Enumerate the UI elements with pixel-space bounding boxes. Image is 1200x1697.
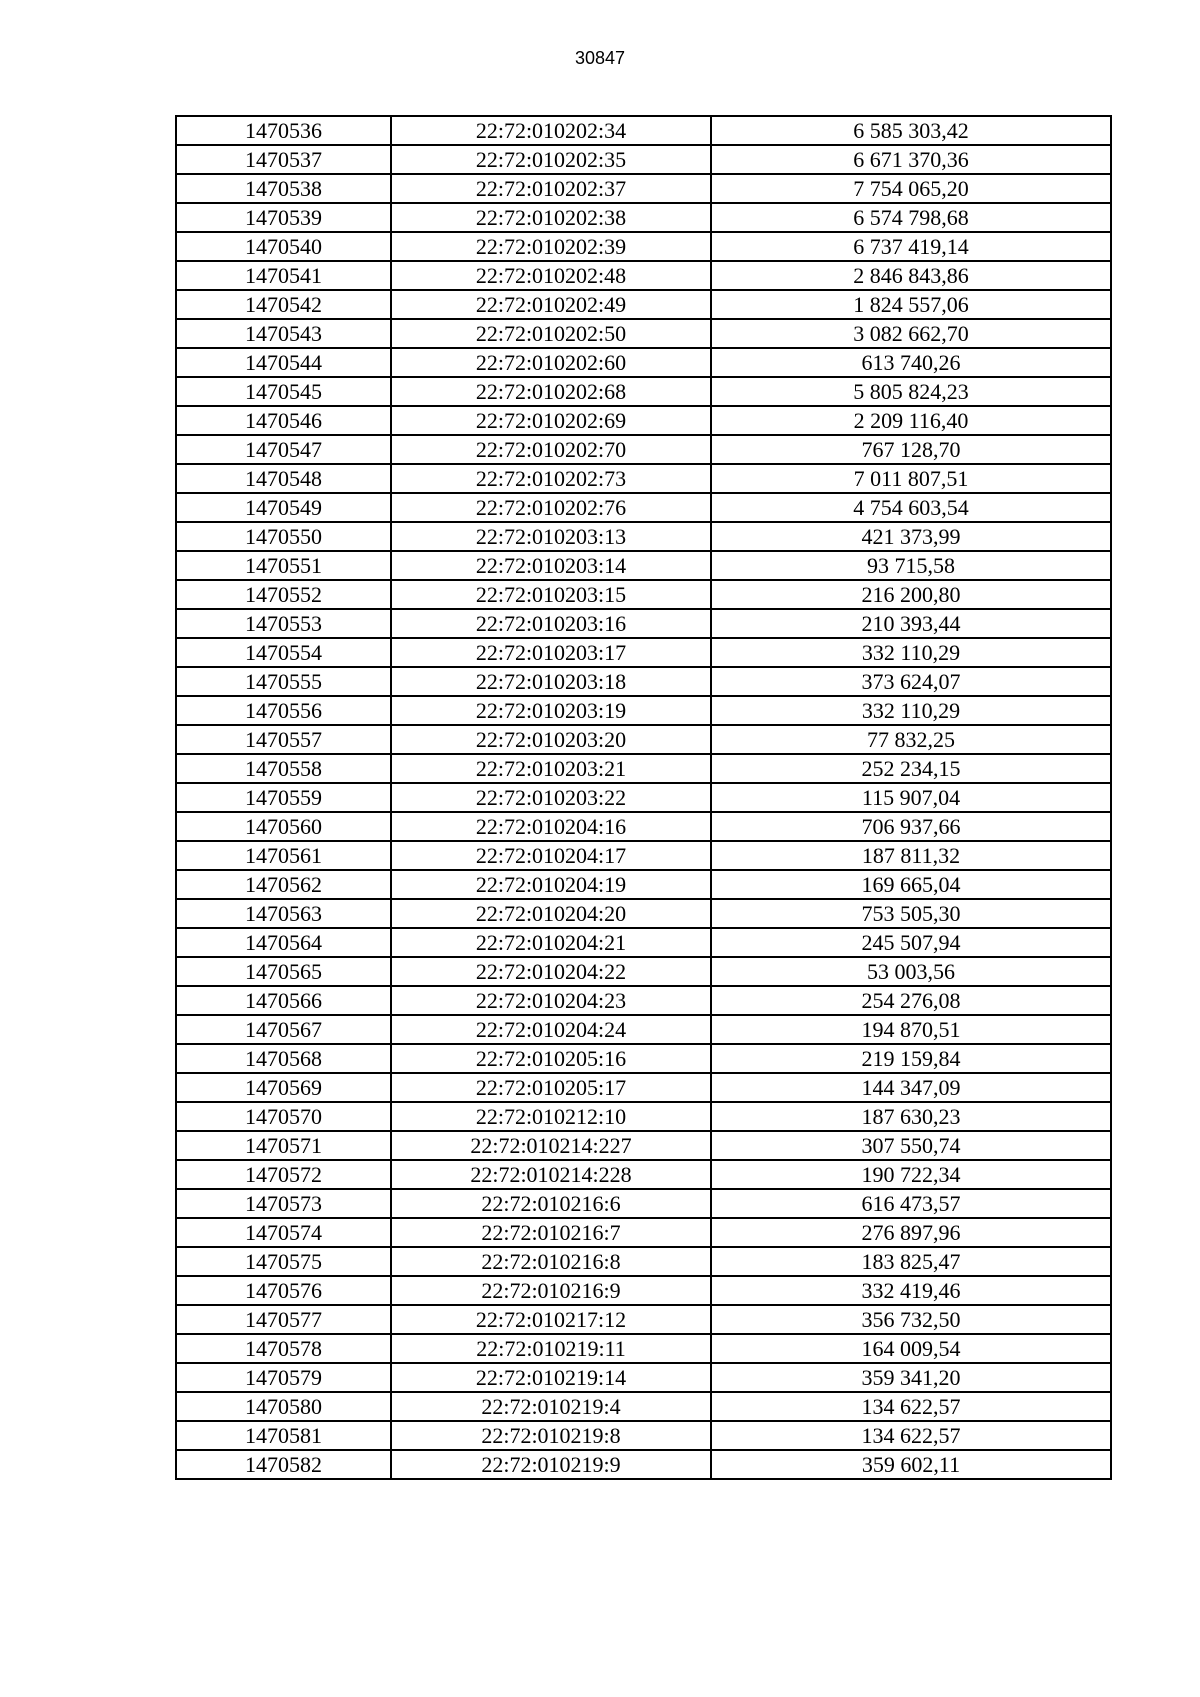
table-row [176,1247,1111,1276]
record-number-cell: 1470549 [176,493,391,522]
record-number-cell: 1470559 [176,783,391,812]
table-row [176,348,1111,377]
cadastral-number-cell: 22:72:010214:227 [391,1131,711,1160]
value-cell: 7 011 807,51 [711,464,1111,493]
value-cell: 332 110,29 [711,696,1111,725]
cadastral-number-cell: 22:72:010203:14 [391,551,711,580]
cadastral-number-cell: 22:72:010219:4 [391,1392,711,1421]
cadastral-number-cell: 22:72:010203:21 [391,754,711,783]
cadastral-number-cell: 22:72:010203:22 [391,783,711,812]
table-row [176,667,1111,696]
cadastral-number-cell: 22:72:010217:12 [391,1305,711,1334]
record-number-cell: 1470540 [176,232,391,261]
value-cell: 359 341,20 [711,1363,1111,1392]
value-cell: 164 009,54 [711,1334,1111,1363]
record-number-cell: 1470544 [176,348,391,377]
record-number-cell: 1470537 [176,145,391,174]
record-number-cell: 1470552 [176,580,391,609]
record-number-cell: 1470548 [176,464,391,493]
record-number-cell: 1470580 [176,1392,391,1421]
table-row [176,1160,1111,1189]
value-cell: 254 276,08 [711,986,1111,1015]
value-cell: 3 082 662,70 [711,319,1111,348]
table-row [176,1218,1111,1247]
record-number-cell: 1470556 [176,696,391,725]
record-number-cell: 1470581 [176,1421,391,1450]
table-row [176,1305,1111,1334]
cadastral-number-cell: 22:72:010216:9 [391,1276,711,1305]
value-cell: 421 373,99 [711,522,1111,551]
value-cell: 6 574 798,68 [711,203,1111,232]
value-cell: 169 665,04 [711,870,1111,899]
value-cell: 53 003,56 [711,957,1111,986]
value-cell: 613 740,26 [711,348,1111,377]
value-cell: 219 159,84 [711,1044,1111,1073]
cadastral-number-cell: 22:72:010204:16 [391,812,711,841]
cadastral-number-cell: 22:72:010219:11 [391,1334,711,1363]
value-cell: 706 937,66 [711,812,1111,841]
value-cell: 144 347,09 [711,1073,1111,1102]
cadastral-number-cell: 22:72:010203:15 [391,580,711,609]
value-cell: 194 870,51 [711,1015,1111,1044]
table-row [176,986,1111,1015]
record-number-cell: 1470571 [176,1131,391,1160]
table-row [176,261,1111,290]
table-row [176,1073,1111,1102]
record-number-cell: 1470568 [176,1044,391,1073]
table-row [176,406,1111,435]
value-cell: 6 737 419,14 [711,232,1111,261]
page-number: 30847 [574,48,626,68]
table-row [176,638,1111,667]
value-cell: 187 630,23 [711,1102,1111,1131]
table-row [176,580,1111,609]
table-row [176,290,1111,319]
cadastral-number-cell: 22:72:010202:68 [391,377,711,406]
cadastral-number-cell: 22:72:010219:8 [391,1421,711,1450]
cadastral-number-cell: 22:72:010202:76 [391,493,711,522]
cadastral-number-cell: 22:72:010219:9 [391,1450,711,1479]
record-number-cell: 1470558 [176,754,391,783]
record-number-cell: 1470573 [176,1189,391,1218]
cadastral-number-cell: 22:72:010216:6 [391,1189,711,1218]
table-row [176,696,1111,725]
cadastral-number-cell: 22:72:010204:19 [391,870,711,899]
record-number-cell: 1470563 [176,899,391,928]
table-row [176,725,1111,754]
value-cell: 616 473,57 [711,1189,1111,1218]
table-row [176,841,1111,870]
table-row [176,116,1111,145]
record-number-cell: 1470547 [176,435,391,464]
record-number-cell: 1470564 [176,928,391,957]
value-cell: 359 602,11 [711,1450,1111,1479]
cadastral-number-cell: 22:72:010202:37 [391,174,711,203]
table-row [176,609,1111,638]
value-cell: 187 811,32 [711,841,1111,870]
value-cell: 332 110,29 [711,638,1111,667]
value-cell: 2 846 843,86 [711,261,1111,290]
cadastral-number-cell: 22:72:010203:18 [391,667,711,696]
table-row [176,435,1111,464]
cadastral-number-cell: 22:72:010202:49 [391,290,711,319]
value-cell: 307 550,74 [711,1131,1111,1160]
record-number-cell: 1470543 [176,319,391,348]
table-row [176,1450,1111,1479]
value-cell: 245 507,94 [711,928,1111,957]
table-row [176,1363,1111,1392]
record-number-cell: 1470546 [176,406,391,435]
record-number-cell: 1470538 [176,174,391,203]
value-cell: 6 585 303,42 [711,116,1111,145]
table-row [176,1421,1111,1450]
table-row [176,1044,1111,1073]
value-cell: 373 624,07 [711,667,1111,696]
table-row [176,1276,1111,1305]
record-number-cell: 1470575 [176,1247,391,1276]
record-number-cell: 1470554 [176,638,391,667]
cadastral-number-cell: 22:72:010204:23 [391,986,711,1015]
table-row [176,1102,1111,1131]
table-row [176,812,1111,841]
value-cell: 767 128,70 [711,435,1111,464]
record-number-cell: 1470566 [176,986,391,1015]
value-cell: 6 671 370,36 [711,145,1111,174]
table-row [176,377,1111,406]
cadastral-number-cell: 22:72:010202:60 [391,348,711,377]
table-row [176,232,1111,261]
table-row [176,493,1111,522]
record-number-cell: 1470550 [176,522,391,551]
table-row [176,754,1111,783]
cadastral-number-cell: 22:72:010202:70 [391,435,711,464]
cadastral-number-cell: 22:72:010204:24 [391,1015,711,1044]
table-row [176,203,1111,232]
cadastral-number-cell: 22:72:010216:7 [391,1218,711,1247]
record-number-cell: 1470536 [176,116,391,145]
value-cell: 77 832,25 [711,725,1111,754]
record-number-cell: 1470577 [176,1305,391,1334]
cadastral-number-cell: 22:72:010202:73 [391,464,711,493]
table-row [176,464,1111,493]
table-row [176,1189,1111,1218]
record-number-cell: 1470582 [176,1450,391,1479]
record-number-cell: 1470574 [176,1218,391,1247]
table-row [176,1392,1111,1421]
record-number-cell: 1470579 [176,1363,391,1392]
cadastral-number-cell: 22:72:010203:13 [391,522,711,551]
cadastral-number-cell: 22:72:010204:17 [391,841,711,870]
cadastral-number-cell: 22:72:010202:50 [391,319,711,348]
record-number-cell: 1470542 [176,290,391,319]
value-cell: 252 234,15 [711,754,1111,783]
cadastral-number-cell: 22:72:010202:39 [391,232,711,261]
cadastral-number-cell: 22:72:010202:34 [391,116,711,145]
cadastral-number-cell: 22:72:010203:19 [391,696,711,725]
value-cell: 332 419,46 [711,1276,1111,1305]
table-row [176,522,1111,551]
cadastral-number-cell: 22:72:010219:14 [391,1363,711,1392]
record-number-cell: 1470567 [176,1015,391,1044]
cadastral-number-cell: 22:72:010202:48 [391,261,711,290]
table-row [176,783,1111,812]
cadastral-number-cell: 22:72:010202:69 [391,406,711,435]
cadastral-number-cell: 22:72:010204:20 [391,899,711,928]
value-cell: 5 805 824,23 [711,377,1111,406]
value-cell: 2 209 116,40 [711,406,1111,435]
value-cell: 356 732,50 [711,1305,1111,1334]
record-number-cell: 1470557 [176,725,391,754]
table-body [176,116,1111,1479]
cadastral-number-cell: 22:72:010203:17 [391,638,711,667]
data-table [175,115,1112,1480]
cadastral-number-cell: 22:72:010205:17 [391,1073,711,1102]
table-row [176,1334,1111,1363]
cadastral-number-cell: 22:72:010202:35 [391,145,711,174]
value-cell: 753 505,30 [711,899,1111,928]
record-number-cell: 1470576 [176,1276,391,1305]
table-row [176,551,1111,580]
table-row [176,1131,1111,1160]
record-number-cell: 1470562 [176,870,391,899]
value-cell: 7 754 065,20 [711,174,1111,203]
table-row [176,145,1111,174]
value-cell: 183 825,47 [711,1247,1111,1276]
record-number-cell: 1470569 [176,1073,391,1102]
value-cell: 216 200,80 [711,580,1111,609]
table-row [176,319,1111,348]
table-row [176,1015,1111,1044]
value-cell: 134 622,57 [711,1392,1111,1421]
value-cell: 115 907,04 [711,783,1111,812]
record-number-cell: 1470578 [176,1334,391,1363]
table-row [176,174,1111,203]
cadastral-number-cell: 22:72:010212:10 [391,1102,711,1131]
cadastral-number-cell: 22:72:010204:22 [391,957,711,986]
cadastral-number-cell: 22:72:010214:228 [391,1160,711,1189]
record-number-cell: 1470570 [176,1102,391,1131]
value-cell: 134 622,57 [711,1421,1111,1450]
record-number-cell: 1470551 [176,551,391,580]
value-cell: 190 722,34 [711,1160,1111,1189]
table-row [176,870,1111,899]
value-cell: 93 715,58 [711,551,1111,580]
record-number-cell: 1470553 [176,609,391,638]
cadastral-number-cell: 22:72:010205:16 [391,1044,711,1073]
value-cell: 210 393,44 [711,609,1111,638]
table-row [176,957,1111,986]
record-number-cell: 1470565 [176,957,391,986]
table-row [176,899,1111,928]
cadastral-number-cell: 22:72:010202:38 [391,203,711,232]
cadastral-number-cell: 22:72:010204:21 [391,928,711,957]
value-cell: 276 897,96 [711,1218,1111,1247]
record-number-cell: 1470560 [176,812,391,841]
record-number-cell: 1470541 [176,261,391,290]
record-number-cell: 1470555 [176,667,391,696]
record-number-cell: 1470539 [176,203,391,232]
cadastral-number-cell: 22:72:010203:16 [391,609,711,638]
value-cell: 1 824 557,06 [711,290,1111,319]
cadastral-number-cell: 22:72:010203:20 [391,725,711,754]
value-cell: 4 754 603,54 [711,493,1111,522]
record-number-cell: 1470572 [176,1160,391,1189]
cadastral-number-cell: 22:72:010216:8 [391,1247,711,1276]
record-number-cell: 1470561 [176,841,391,870]
table-row [176,928,1111,957]
record-number-cell: 1470545 [176,377,391,406]
